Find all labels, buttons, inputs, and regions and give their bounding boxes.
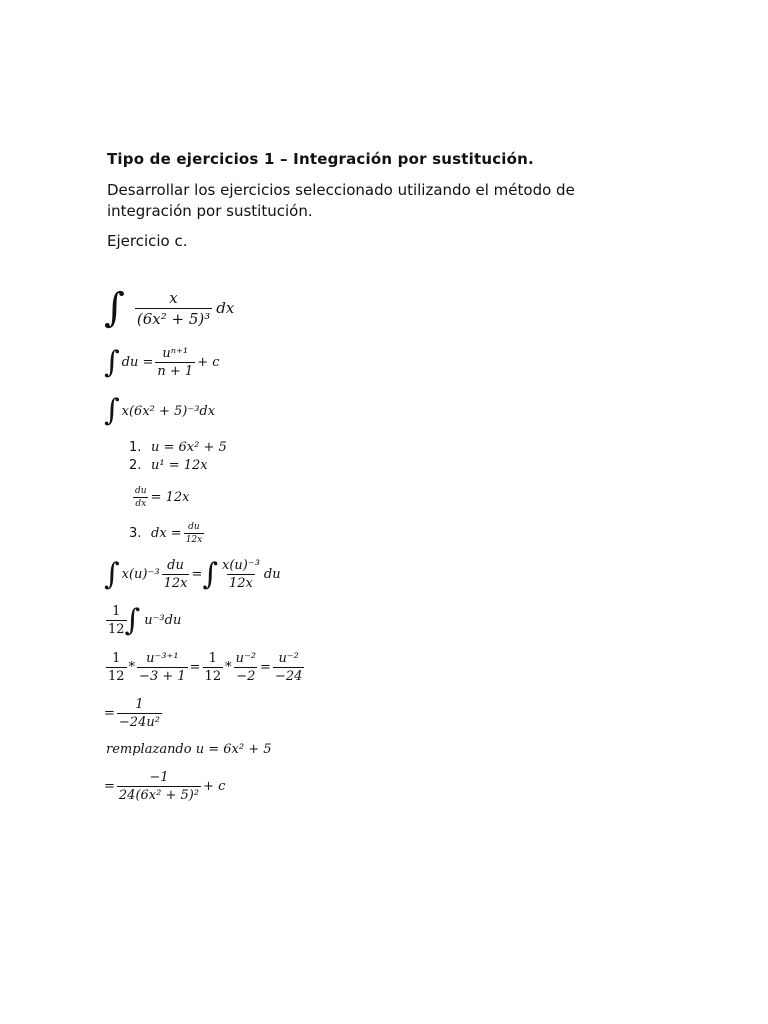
step-1-number: 1. (129, 440, 142, 455)
integral-sign-icon: ∫ (202, 556, 218, 592)
equation-6 (104, 651, 306, 684)
intro-line-2: integración por sustitución. (107, 202, 313, 220)
eq2-tail: + c (197, 355, 220, 370)
exercise-label: Ejercicio c. (107, 232, 188, 250)
intro-line-1: Desarrollar los ejercicios seleccionado utilizando el método de (107, 181, 575, 199)
eq1-denominator: (6x² + 5)³ (136, 309, 211, 328)
step-3 (129, 522, 206, 545)
step-2-text: u¹ = 12x (151, 458, 208, 473)
equation-4 (104, 558, 281, 591)
eq7-lhs: = (104, 706, 115, 721)
eq5-tail: u⁻³du (144, 613, 182, 628)
eq6-equals-2: = (260, 660, 271, 675)
eq2-denominator: n + 1 (157, 364, 194, 379)
eq6-n5: u⁻² (278, 651, 299, 666)
eq6-n4: u⁻² (235, 651, 257, 666)
eq4-denominator-2: 12x (229, 576, 253, 591)
eq6-n3: 1 (208, 651, 217, 666)
step-2b (131, 486, 189, 509)
integral-sign-icon: ∫ (104, 344, 120, 380)
eq6-equals-1: = (189, 660, 201, 675)
step-1 (129, 440, 227, 455)
eq6-d4: −2 (236, 669, 256, 684)
eq6-d1: 12 (108, 669, 125, 684)
intro-text (107, 180, 575, 222)
eq6-d5: −24 (274, 669, 303, 684)
step-3-lhs: dx = (151, 526, 182, 541)
eq1-numerator: x (169, 288, 178, 307)
eq6-star-1: * (128, 660, 136, 675)
step-2b-denominator: dx (135, 499, 147, 509)
eq5-denominator: 12 (108, 622, 125, 637)
step-3-denominator: 12x (185, 535, 203, 545)
equation-9 (104, 770, 225, 803)
heading: Tipo de ejercicios 1 – Integración por sustitución. (107, 150, 534, 168)
equation-1 (104, 285, 235, 331)
equation-3 (104, 393, 216, 428)
eq7-denominator: −24u² (118, 715, 160, 730)
eq4-equals: = (191, 567, 203, 582)
eq9-lhs: = (104, 779, 115, 794)
step-3-number: 3. (129, 526, 142, 541)
eq4-tail: du (263, 567, 281, 582)
equation-8: remplazando u = 6x² + 5 (106, 742, 272, 757)
eq5-numerator: 1 (112, 604, 121, 619)
equation-5 (104, 604, 181, 637)
integral-sign-icon: ∫ (104, 556, 120, 592)
eq4-numerator-1: du (167, 558, 184, 573)
eq7-numerator: 1 (135, 697, 144, 712)
step-2b-numerator: du (135, 486, 147, 496)
integral-sign-icon: ∫ (104, 393, 120, 428)
eq9-tail: + c (203, 779, 226, 794)
eq6-d2: −3 + 1 (139, 669, 186, 684)
eq3-body: x(6x² + 5)⁻³dx (121, 403, 216, 419)
step-3-numerator: du (188, 522, 200, 532)
integral-sign-icon: ∫ (104, 285, 125, 331)
step-2b-tail: = 12x (150, 490, 190, 505)
eq6-star-2: * (225, 660, 232, 675)
equation-7 (104, 697, 164, 730)
eq2-numerator: uⁿ⁺¹ (162, 346, 189, 361)
eq4-numerator-2: x(u)⁻³ (221, 558, 260, 573)
step-1-text: u = 6x² + 5 (151, 440, 227, 455)
eq1-tail: dx (216, 299, 235, 317)
eq9-numerator: −1 (149, 770, 169, 785)
eq4-a: x(u)⁻³ (121, 567, 160, 582)
eq4-denominator-1: 12x (163, 576, 188, 591)
step-2-number: 2. (129, 458, 142, 473)
eq6-d3: 12 (204, 669, 222, 684)
step-2 (129, 458, 208, 473)
eq6-n2: u⁻³⁺¹ (146, 651, 179, 666)
eq2-lhs: du = (121, 355, 154, 370)
equation-2 (104, 346, 220, 379)
eq6-n1: 1 (112, 651, 121, 666)
integral-sign-icon: ∫ (124, 602, 141, 638)
eq9-denominator: 24(6x² + 5)² (118, 788, 200, 803)
